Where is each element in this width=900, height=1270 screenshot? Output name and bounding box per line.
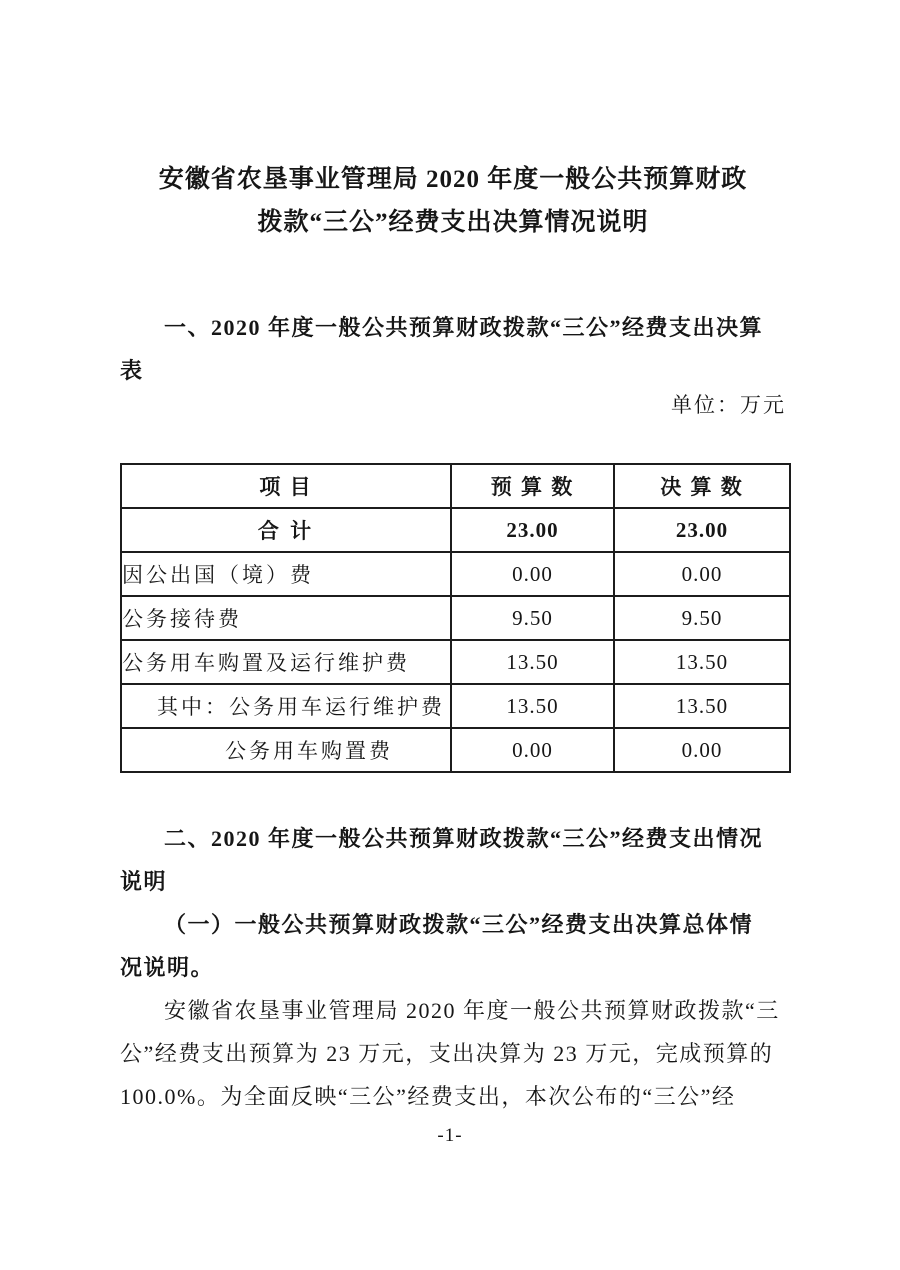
expense-table — [120, 463, 791, 773]
doc-title-line-1: 安徽省农垦事业管理局 2020 年度一般公共预算财政 — [158, 166, 748, 193]
item-cell: 公务接待费 — [121, 596, 451, 640]
section2-heading-line-2: 说明 — [120, 869, 168, 894]
paragraph1-line-2: 公”经费支出预算为 23 万元，支出决算为 23 万元，完成预算的 — [120, 1041, 774, 1066]
final-cell: 0.00 — [614, 728, 790, 772]
table-row — [121, 684, 790, 728]
document-content — [120, 0, 786, 1118]
item-cell: 公务用车购置及运行维护费 — [121, 640, 451, 684]
section1-heading — [120, 306, 786, 392]
final-cell: 9.50 — [614, 596, 790, 640]
table-row — [121, 728, 790, 772]
table-row-total — [121, 508, 790, 552]
budget-cell: 23.00 — [451, 508, 614, 552]
final-cell: 0.00 — [614, 552, 790, 596]
header-final: 决 算 数 — [614, 464, 790, 508]
body-text — [120, 817, 786, 1118]
item-cell: 合 计 — [121, 508, 451, 552]
section2-sub1-line-2: 况说明。 — [120, 955, 215, 980]
header-budget: 预 算 数 — [451, 464, 614, 508]
item-cell: 其中：公务用车运行维护费 — [121, 684, 451, 728]
table-unit-label: 单位：万元 — [671, 393, 786, 417]
section1-heading-line-1: 一、2020 年度一般公共预算财政拨款“三公”经费支出决算 — [164, 315, 764, 340]
table-header-row — [121, 464, 790, 508]
header-item: 项 目 — [121, 464, 451, 508]
paragraph1-line-1: 安徽省农垦事业管理局 2020 年度一般公共预算财政拨款“三 — [164, 998, 780, 1023]
table-row — [121, 596, 790, 640]
table-row — [121, 640, 790, 684]
budget-cell: 13.50 — [451, 640, 614, 684]
final-cell: 13.50 — [614, 640, 790, 684]
doc-title — [120, 158, 786, 244]
item-cell: 因公出国（境）费 — [121, 552, 451, 596]
item-cell: 公务用车购置费 — [121, 728, 451, 772]
budget-cell: 0.00 — [451, 552, 614, 596]
budget-cell: 9.50 — [451, 596, 614, 640]
section2-heading-line-1: 二、2020 年度一般公共预算财政拨款“三公”经费支出情况 — [164, 826, 764, 851]
section2-sub1-line-1: （一）一般公共预算财政拨款“三公”经费支出决算总体情 — [164, 912, 754, 937]
page-number: -1- — [437, 1125, 463, 1146]
final-cell: 23.00 — [614, 508, 790, 552]
section1-heading-line-2: 表 — [120, 358, 144, 383]
doc-title-line-2: 拨款“三公”经费支出决算情况说明 — [257, 209, 649, 236]
table-row — [121, 552, 790, 596]
budget-cell: 0.00 — [451, 728, 614, 772]
final-cell: 13.50 — [614, 684, 790, 728]
paragraph1-line-3: 100.0%。为全面反映“三公”经费支出，本次公布的“三公”经 — [120, 1084, 736, 1109]
budget-cell: 13.50 — [451, 684, 614, 728]
